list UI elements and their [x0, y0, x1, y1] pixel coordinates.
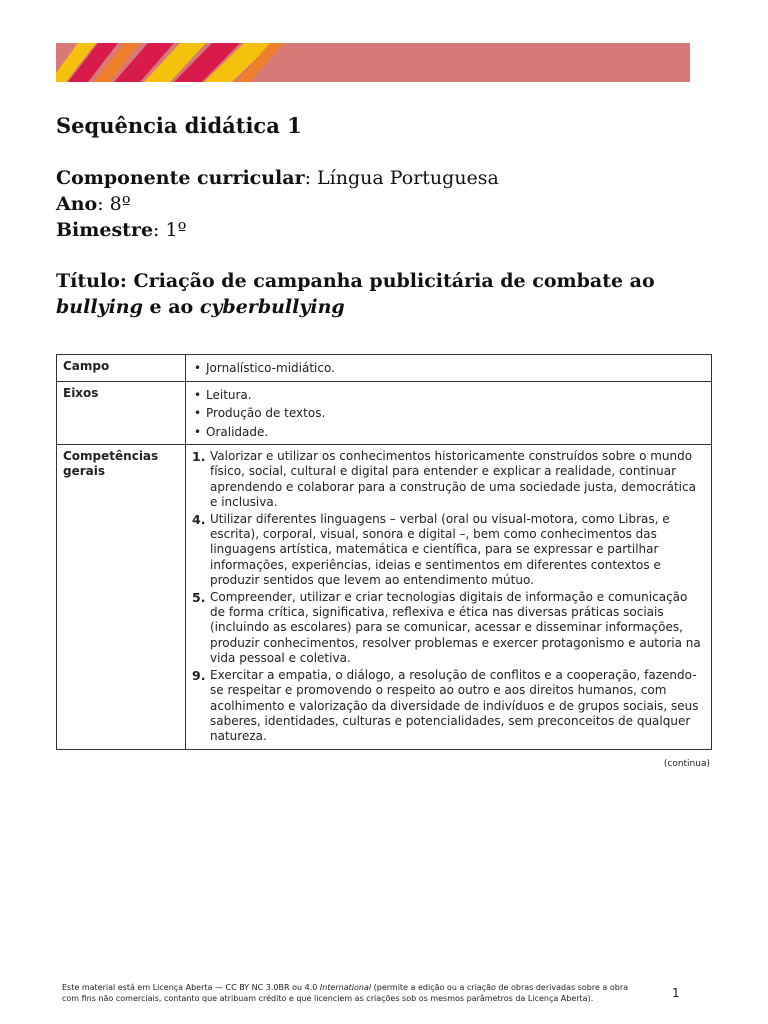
- component-label: Componente curricular: [56, 167, 305, 190]
- list-item: [192, 590, 705, 667]
- item-text: Utilizar diferentes linguagens – verbal (oral ou visual-motora, como Libras, e escrita), corporal, visual, sonora e digital –, bem como conhecimentos das linguagens artística, matemática e científica, para se expressar e partilhar informações, experiências, ideias e sentimentos em diferentes contextos e produzir sentidos que levem ao entendimento mútuo.: [210, 511, 670, 588]
- year-value: : 8º: [97, 193, 131, 216]
- sequence-title: Sequência didática 1: [56, 113, 302, 138]
- list-item: • Jornalístico-midiático.: [192, 359, 705, 378]
- metadata-block: [56, 165, 716, 243]
- license-footer: [62, 983, 642, 1004]
- list-item: • Leitura.: [192, 386, 705, 405]
- competencias-label: Competências gerais: [57, 445, 186, 750]
- activity-title: [56, 268, 716, 320]
- item-number: 4.: [192, 511, 206, 527]
- title-italic-cyberbullying: cyberbullying: [199, 296, 345, 319]
- list-item: • Oralidade.: [192, 423, 705, 442]
- item-text: Valorizar e utilizar os conhecimentos historicamente construídos sobre o mundo físico, social, cultural e digital para entender e explicar a realidade, continuar aprendendo e colaborar para a construção de uma sociedade justa, democrática e inclusiva.: [210, 449, 696, 510]
- component-value: : Língua Portuguesa: [304, 167, 499, 190]
- campo-list: [192, 359, 705, 378]
- year-line: [56, 191, 716, 217]
- competencias-list: [192, 449, 705, 745]
- document-heading: [56, 112, 716, 320]
- sequence-table: [56, 354, 712, 750]
- campo-label: Campo: [57, 355, 186, 382]
- year-label: Ano: [56, 193, 98, 216]
- item-text: Exercitar a empatia, o diálogo, a resolução de conflitos e a cooperação, fazendo-se respeitar e promovendo o respeito ao outro e aos direitos humanos, com acolhimento e valorização da diversidade de indivíduos e de grupos sociais, seus saberes, identidades, culturas e potencialidades, sem preconceitos de qualquer natureza.: [210, 667, 699, 744]
- table-row-eixos: [57, 381, 712, 445]
- component-line: [56, 165, 716, 191]
- list-item: [192, 512, 705, 589]
- list-item: [192, 668, 705, 745]
- table-row-competencias: [57, 445, 712, 750]
- list-item: [192, 449, 705, 511]
- page-number: 1: [672, 986, 680, 1000]
- title-italic-bullying: bullying: [56, 296, 143, 319]
- continua-note: (continua): [663, 759, 710, 769]
- title-text: Título: Criação de campanha publicitária de combate ao: [56, 270, 655, 293]
- eixos-label: Eixos: [57, 381, 186, 445]
- bimester-line: [56, 217, 716, 243]
- eixos-content: [186, 381, 712, 445]
- footer-italic: International: [319, 983, 372, 992]
- footer-text-2: (permite a edição ou a criação de obras derivadas sobre a obra com fins não comerciais, contanto que atribuam crédito e que licenciem as criações sob os mesmos parâmetros da Licença Aberta).: [62, 983, 629, 1003]
- list-item: • Produção de textos.: [192, 404, 705, 423]
- item-number: 5.: [192, 589, 206, 605]
- header-banner: [56, 43, 690, 82]
- table-row-campo: [57, 355, 712, 382]
- banner-graphic: [56, 43, 690, 82]
- item-text: Compreender, utilizar e criar tecnologias digitais de informação e comunicação de forma crítica, significativa, reflexiva e ética nas diversas práticas sociais (incluindo as escolares) para se comunicar, acessar e disseminar informações, produzir conhecimentos, resolver problemas e exercer protagonismo e autoria na vida pessoal e coletiva.: [210, 589, 701, 666]
- eixos-list: [192, 386, 705, 442]
- bimester-value: : 1º: [153, 219, 187, 242]
- campo-content: [186, 355, 712, 382]
- item-number: 9.: [192, 667, 206, 683]
- bimester-label: Bimestre: [56, 219, 154, 242]
- competencias-content: [186, 445, 712, 750]
- item-number: 1.: [192, 449, 206, 464]
- footer-text-1: Este material está em Licença Aberta — CC BY NC 3.0BR ou 4.0: [62, 983, 320, 992]
- title-connector: e ao: [142, 296, 200, 319]
